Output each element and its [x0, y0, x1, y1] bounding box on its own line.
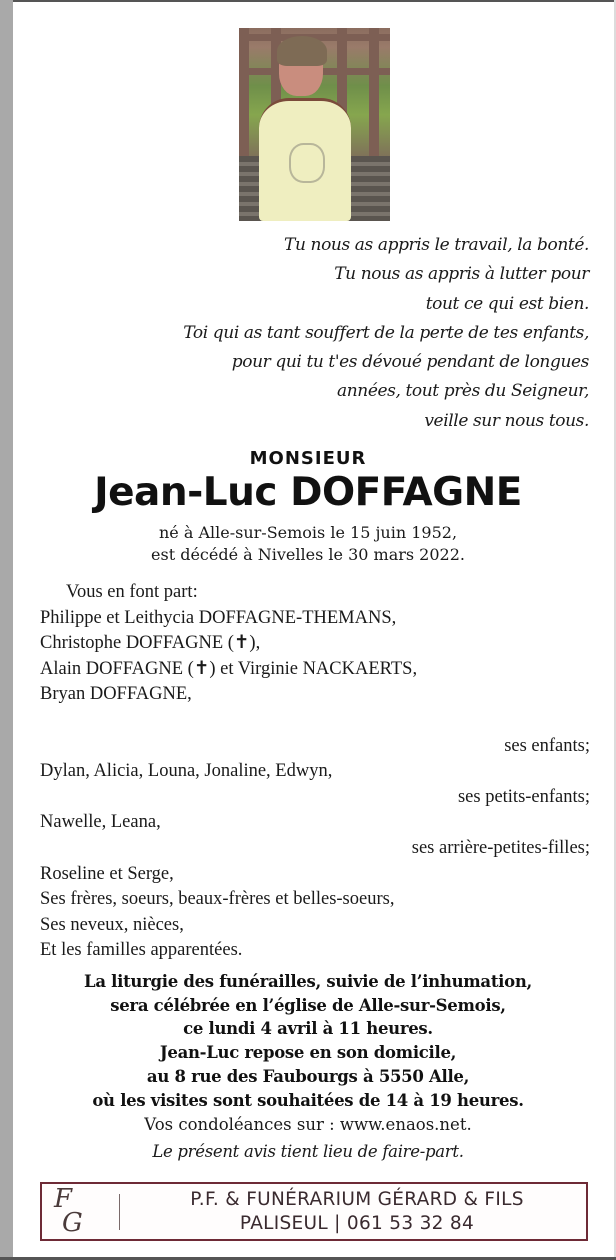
ceremony-line: sera célébrée en l’église de Alle-sur-Semois, — [110, 995, 506, 1015]
funeral-home-name: P.F. & FUNÉRARIUM GÉRARD & FILS — [190, 1189, 524, 1210]
ceremony-line: où les visites sont souhaitées de 14 à 19 heures. — [92, 1090, 524, 1110]
family-member: Dylan, Alicia, Louna, Jonaline, Edwyn, — [40, 761, 333, 782]
family-member: Ses frères, soeurs, beaux-frères et belles-soeurs, — [40, 889, 395, 910]
logo-letter: F — [54, 1184, 73, 1214]
logo-letter: G — [62, 1208, 83, 1238]
photo-shirt-print — [289, 143, 325, 183]
ceremony-line: ce lundi 4 avril à 11 heures. — [183, 1019, 433, 1039]
death-line: est décédé à Nivelles le 30 mars 2022. — [151, 545, 465, 564]
birth-death-info — [0, 522, 616, 566]
poem-line: années, tout près du Seigneur, — [336, 381, 589, 402]
funeral-home-info — [137, 1188, 577, 1235]
poem-line: tout ce qui est bien. — [425, 293, 589, 314]
funeral-home-banner — [40, 1182, 588, 1241]
condolences-link-text: Vos condoléances sur : www.enaos.net. — [144, 1115, 472, 1134]
relation-label: ses petits-enfants; — [457, 786, 590, 807]
poem-line: Toi qui as tant souffert de la perte de tes enfants, — [183, 322, 589, 343]
family-member: Nawelle, Leana, — [40, 812, 161, 833]
funeral-home-logo-icon — [54, 1184, 94, 1238]
deceased-photo — [239, 28, 390, 221]
family-member: Et les familles apparentées. — [40, 940, 243, 961]
ceremony-line: au 8 rue des Faubourgs à 5550 Alle, — [146, 1066, 470, 1086]
ceremony-line: La liturgie des funérailles, suivie de l’inhumation, — [84, 972, 532, 991]
family-list — [40, 580, 590, 964]
relation-label: ses enfants; — [504, 735, 590, 756]
funeral-home-contact: PALISEUL | 061 53 32 84 — [239, 1212, 475, 1234]
ceremony-info — [0, 970, 616, 1112]
deceased-name: Jean-Luc DOFFAGNE — [94, 470, 522, 515]
ceremony-line: Jean-Luc repose en son domicile, — [159, 1043, 457, 1063]
spacer — [40, 708, 590, 734]
photo-hair — [277, 36, 327, 66]
poem — [129, 231, 589, 436]
notice-text: Le présent avis tient lieu de faire-part. — [152, 1142, 464, 1161]
photo-fence-post — [369, 28, 379, 158]
top-border — [0, 0, 616, 2]
family-intro: Vous en font part: — [66, 582, 198, 602]
birth-line: né à Alle-sur-Semois le 15 juin 1952, — [158, 523, 458, 542]
family-member: Roseline et Serge, — [40, 863, 174, 884]
family-member: Ses neveux, nièces, — [40, 914, 184, 935]
relation-label: ses arrière-petites-filles; — [411, 837, 590, 858]
photo-fence-post — [239, 28, 249, 158]
poem-line: pour qui tu t'es dévoué pendant de longues — [231, 352, 589, 373]
family-member: Christophe DOFFAGNE (✝), — [40, 633, 261, 654]
family-member: Philippe et Leithycia DOFFAGNE-THEMANS, — [40, 607, 397, 628]
poem-line: Tu nous as appris le travail, la bonté. — [284, 235, 589, 255]
poem-line: veille sur nous tous. — [424, 410, 589, 431]
footer-divider — [119, 1194, 120, 1230]
family-member: Alain DOFFAGNE (✝) et Virginie NACKAERTS, — [40, 658, 418, 679]
poem-line: Tu nous as appris à lutter pour — [334, 264, 589, 285]
honorific: MONSIEUR — [249, 448, 367, 469]
family-member: Bryan DOFFAGNE, — [40, 684, 192, 705]
